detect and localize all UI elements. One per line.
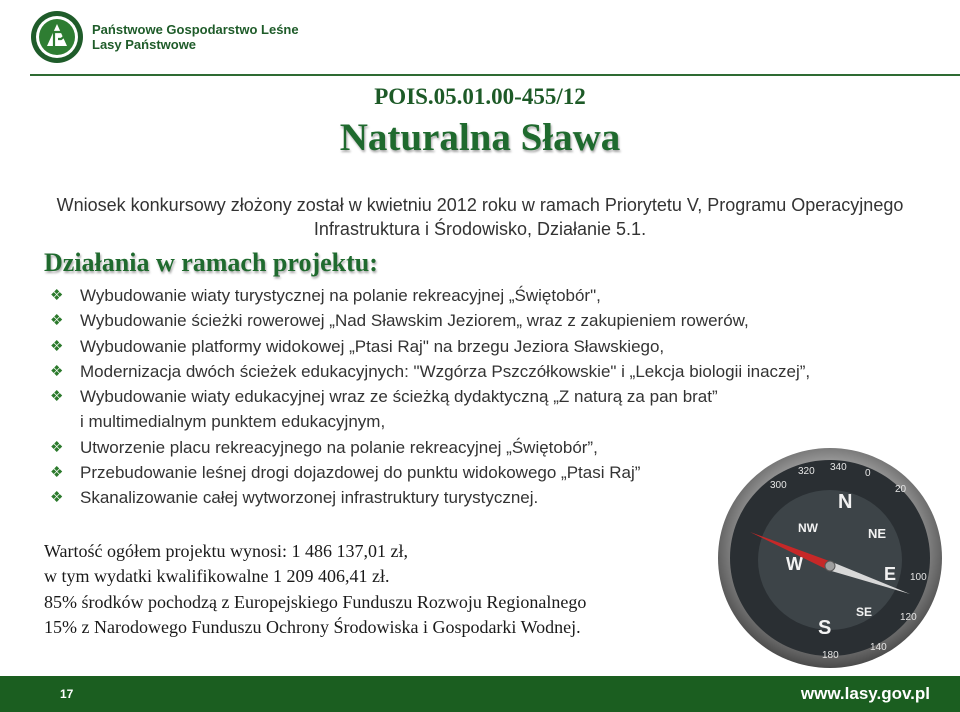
organization-name xyxy=(92,22,299,52)
diamond-bullet-icon: ❖ xyxy=(50,287,64,304)
list-item: ❖ Wybudowanie wiaty turystycznej na polanie rekreacyjnej „Świętobór", xyxy=(46,283,920,308)
compass-label-nw: NW xyxy=(798,521,818,535)
page-number: 17 xyxy=(60,687,74,701)
compass-label-ne: NE xyxy=(868,526,887,541)
summary-line: 15% z Narodowego Funduszu Ochrony Środowiska i Gospodarki Wodnej. xyxy=(44,617,581,638)
project-intro: Wniosek konkursowy złożony został w kwietniu 2012 roku w ramach Priorytetu V, Programu Operacyjnego Infrastruktura i Środowisko, Działanie 5.1. xyxy=(56,195,904,239)
compass-label-w: W xyxy=(786,554,803,574)
footer-bar xyxy=(0,676,960,712)
project-title: Naturalna Sława xyxy=(339,116,621,159)
org-name-line2: Lasy Państwowe xyxy=(92,37,197,52)
compass-degree: 140 xyxy=(870,642,887,653)
compass-degree: 340 xyxy=(830,462,847,473)
list-item: ❖ Wybudowanie wiaty edukacyjnej wraz ze ścieżką dydaktyczną „Z naturą za pan brat” i multimedialnym punktem edukacyjnym, xyxy=(46,384,920,435)
compass-degree: 0 xyxy=(865,468,871,479)
compass-label-n: N xyxy=(838,491,853,513)
list-item: ❖ Skanalizowanie całej wytworzonej infrastruktury turystycznej. xyxy=(46,485,920,510)
list-item: ❖ Wybudowanie ścieżki rowerowej „Nad Sławskim Jeziorem„ wraz z zakupieniem rowerów, xyxy=(46,308,920,333)
diamond-bullet-icon: ❖ xyxy=(50,489,64,507)
compass-degree: 120 xyxy=(900,612,917,623)
compass-degree: 100 xyxy=(910,572,927,583)
page-header xyxy=(0,0,960,76)
activities-list xyxy=(46,283,920,511)
list-item: ❖ Utworzenie placu rekreacyjnego na polanie rekreacyjnej „Świętobór”, xyxy=(46,435,920,460)
diamond-bullet-icon: ❖ xyxy=(50,438,64,456)
compass-label-e: E xyxy=(884,564,897,584)
compass-degree: 320 xyxy=(798,466,815,477)
compass-degree: 20 xyxy=(895,484,907,495)
compass-degree: 300 xyxy=(770,480,787,491)
summary-line: Wartość ogółem projektu wynosi: 1 486 137,01 zł, xyxy=(44,541,408,561)
section-title: Działania w ramach projektu: xyxy=(44,248,378,277)
diamond-bullet-icon: ❖ xyxy=(50,362,64,380)
org-name-line1: Państwowe Gospodarstwo Leśne xyxy=(92,22,299,37)
list-item: ❖ Przebudowanie leśnej drogi dojazdowej do punktu widokowego „Ptasi Raj” xyxy=(46,460,920,485)
website-link[interactable]: www.lasy.gov.pl xyxy=(800,684,930,703)
diamond-bullet-icon: ❖ xyxy=(50,388,64,406)
diamond-bullet-icon: ❖ xyxy=(50,464,64,482)
list-item: ❖ Wybudowanie platformy widokowej „Ptasi Raj" na brzegu Jeziora Sławskiego, xyxy=(46,334,920,359)
diamond-bullet-icon: ❖ xyxy=(50,312,64,330)
compass-label-s: S xyxy=(818,617,832,639)
compass-degree: 180 xyxy=(822,650,839,661)
summary-line: 85% środków pochodzą z Europejskiego Funduszu Rozwoju Regionalnego xyxy=(44,591,587,612)
forest-logo-icon xyxy=(30,10,84,64)
list-item: ❖ Modernizacja dwóch ścieżek edukacyjnych: "Wzgórza Pszczółkowskie" i „Lekcja biologii inaczej”, xyxy=(46,359,920,384)
funding-summary xyxy=(44,539,586,641)
header-divider xyxy=(30,74,960,76)
summary-line: w tym wydatki kwalifikowalne 1 209 406,41 zł. xyxy=(44,566,390,587)
compass-label-se: SE xyxy=(856,605,873,619)
diamond-bullet-icon: ❖ xyxy=(50,337,64,355)
project-code: POIS.05.01.00-455/12 xyxy=(374,84,586,109)
list-item-continuation: i multimedialnym punktem edukacyjnym, xyxy=(80,412,386,432)
